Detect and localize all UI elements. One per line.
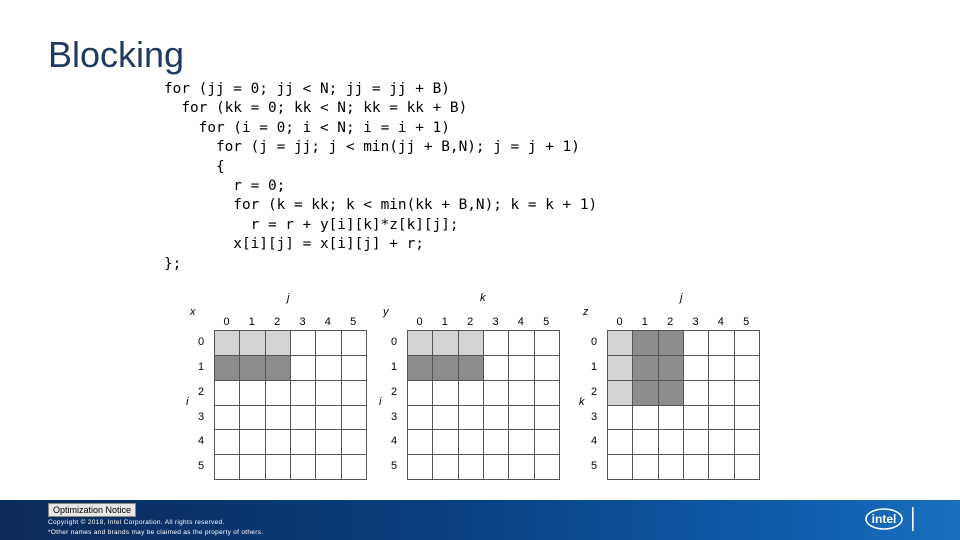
matrix-cell bbox=[266, 455, 291, 480]
code-line: for (jj = 0; jj < N; jj = jj + B) bbox=[164, 81, 450, 97]
matrix-cell bbox=[291, 381, 316, 406]
matrix-cell bbox=[342, 455, 367, 480]
matrix-name: z bbox=[583, 306, 589, 318]
row-label: 1 bbox=[197, 360, 205, 373]
matrix-cell bbox=[316, 430, 341, 455]
row-label: 4 bbox=[590, 435, 598, 448]
matrix-cell bbox=[433, 331, 458, 356]
matrix-grid bbox=[607, 330, 760, 480]
optimization-notice-button[interactable]: Optimization Notice bbox=[48, 503, 136, 517]
code-line: for (kk = 0; kk < N; kk = kk + B) bbox=[164, 100, 468, 117]
column-label: 5 bbox=[743, 316, 750, 328]
matrix-cell bbox=[240, 406, 265, 431]
matrix-cell bbox=[408, 455, 433, 480]
matrix-cell bbox=[608, 406, 633, 431]
matrix-cell bbox=[509, 331, 534, 356]
matrix-cell bbox=[684, 356, 709, 381]
matrix-cell bbox=[509, 406, 534, 431]
column-label: 1 bbox=[441, 316, 448, 328]
matrix-cell bbox=[735, 430, 760, 455]
column-label: 0 bbox=[616, 316, 623, 328]
matrix-cell bbox=[509, 356, 534, 381]
column-label: 1 bbox=[641, 316, 648, 328]
matrix-cell bbox=[459, 455, 484, 480]
matrix-cell bbox=[608, 331, 633, 356]
matrix-cell bbox=[215, 331, 240, 356]
matrix-cell bbox=[408, 406, 433, 431]
row-label: 5 bbox=[590, 460, 598, 473]
matrix-cell bbox=[633, 381, 658, 406]
row-label: 5 bbox=[390, 460, 398, 473]
matrix-cell bbox=[709, 406, 734, 431]
matrix-name: x bbox=[190, 306, 196, 318]
matrix-name: y bbox=[383, 306, 389, 318]
column-variable: j bbox=[680, 292, 683, 304]
matrix-cell bbox=[633, 356, 658, 381]
column-label: 3 bbox=[692, 316, 699, 328]
matrix-cell bbox=[684, 455, 709, 480]
code-line: r = 0; bbox=[164, 177, 286, 194]
matrix-cell bbox=[240, 356, 265, 381]
matrix-cell bbox=[709, 381, 734, 406]
matrix-cell bbox=[709, 356, 734, 381]
matrix-cell bbox=[459, 381, 484, 406]
matrix-x bbox=[186, 290, 380, 480]
matrix-cell bbox=[535, 406, 560, 431]
code-line: for (k = kk; k < min(kk + B,N); k = k + 1) bbox=[164, 197, 598, 214]
matrix-cell bbox=[659, 455, 684, 480]
matrix-cell bbox=[266, 381, 291, 406]
matrix-cell bbox=[484, 331, 509, 356]
matrix-cell bbox=[459, 406, 484, 431]
matrix-cell bbox=[240, 381, 265, 406]
matrix-cell bbox=[735, 356, 760, 381]
column-label: 2 bbox=[467, 316, 474, 328]
matrix-cell bbox=[459, 331, 484, 356]
matrix-cell bbox=[484, 406, 509, 431]
matrix-cell bbox=[240, 331, 265, 356]
matrix-cell bbox=[684, 331, 709, 356]
column-label: 4 bbox=[324, 316, 331, 328]
matrix-cell bbox=[659, 430, 684, 455]
column-variable: k bbox=[480, 292, 486, 304]
row-label: 5 bbox=[197, 460, 205, 473]
column-label: 2 bbox=[667, 316, 674, 328]
matrix-cell bbox=[408, 331, 433, 356]
slide-title: Blocking bbox=[48, 34, 185, 75]
matrix-cell bbox=[266, 331, 291, 356]
matrix-cell bbox=[291, 430, 316, 455]
matrix-cell bbox=[608, 430, 633, 455]
code-block bbox=[164, 80, 597, 274]
row-label: 0 bbox=[197, 336, 205, 348]
matrix-cell bbox=[291, 331, 316, 356]
matrix-grid bbox=[214, 330, 367, 480]
matrix-z bbox=[579, 290, 773, 480]
matrix-cell bbox=[266, 356, 291, 381]
matrix-cell bbox=[484, 430, 509, 455]
matrix-cell bbox=[684, 406, 709, 431]
code-line: r = r + y[i][k]*z[k][j]; bbox=[164, 216, 459, 233]
copyright-text bbox=[48, 518, 263, 538]
column-label: 4 bbox=[717, 316, 724, 328]
matrix-cell bbox=[535, 381, 560, 406]
matrix-cell bbox=[735, 381, 760, 406]
matrix-cell bbox=[291, 406, 316, 431]
code-line: { bbox=[164, 158, 225, 175]
row-label: 0 bbox=[590, 336, 598, 348]
matrix-cell bbox=[316, 381, 341, 406]
row-label: 2 bbox=[197, 385, 205, 398]
row-label: 3 bbox=[197, 410, 205, 423]
row-label: 3 bbox=[590, 410, 598, 423]
matrix-cell bbox=[316, 331, 341, 356]
row-variable: k bbox=[579, 396, 585, 408]
matrix-grid bbox=[407, 330, 560, 480]
matrix-cell bbox=[408, 356, 433, 381]
matrix-cell bbox=[608, 455, 633, 480]
row-label: 3 bbox=[390, 410, 398, 423]
matrix-cell bbox=[316, 455, 341, 480]
row-label: 4 bbox=[197, 435, 205, 448]
code-line: for (i = 0; i < N; i = i + 1) bbox=[164, 119, 450, 136]
matrix-cell bbox=[735, 331, 760, 356]
column-label: 4 bbox=[517, 316, 524, 328]
matrix-cell bbox=[342, 356, 367, 381]
column-label: 3 bbox=[492, 316, 499, 328]
matrix-cell bbox=[509, 455, 534, 480]
matrix-cell bbox=[215, 381, 240, 406]
trademark-line: *Other names and brands may be claimed as the property of others. bbox=[48, 529, 264, 536]
matrix-cell bbox=[266, 406, 291, 431]
matrix-cell bbox=[291, 455, 316, 480]
matrix-cell bbox=[215, 455, 240, 480]
matrix-cell bbox=[633, 331, 658, 356]
matrix-cell bbox=[408, 430, 433, 455]
matrix-cell bbox=[735, 455, 760, 480]
matrix-y bbox=[379, 290, 573, 480]
row-label: 0 bbox=[390, 336, 398, 348]
matrix-cell bbox=[535, 430, 560, 455]
matrix-cell bbox=[735, 406, 760, 431]
row-label: 2 bbox=[590, 385, 598, 398]
row-variable: i bbox=[186, 396, 189, 408]
matrix-cell bbox=[342, 430, 367, 455]
column-label: 0 bbox=[223, 316, 230, 328]
matrix-cell bbox=[433, 356, 458, 381]
matrix-cell bbox=[509, 381, 534, 406]
column-label: 5 bbox=[543, 316, 550, 328]
row-label: 1 bbox=[590, 360, 598, 373]
matrix-cell bbox=[684, 381, 709, 406]
matrix-cell bbox=[659, 381, 684, 406]
matrix-cell bbox=[433, 455, 458, 480]
matrix-cell bbox=[484, 381, 509, 406]
matrix-cell bbox=[240, 430, 265, 455]
code-line: for (j = jj; j < min(jj + B,N); j = j + 1) bbox=[164, 139, 580, 156]
matrix-cell bbox=[342, 406, 367, 431]
row-label: 2 bbox=[390, 385, 398, 398]
matrix-cell bbox=[709, 331, 734, 356]
matrix-cell bbox=[659, 356, 684, 381]
matrix-cell bbox=[459, 430, 484, 455]
matrix-cell bbox=[433, 406, 458, 431]
matrix-cell bbox=[709, 455, 734, 480]
intel-logo bbox=[862, 503, 918, 535]
code-line: x[i][j] = x[i][j] + r; bbox=[164, 236, 424, 253]
matrix-cell bbox=[659, 406, 684, 431]
column-variable: j bbox=[287, 292, 290, 304]
column-label: 3 bbox=[299, 316, 306, 328]
matrix-cell bbox=[684, 430, 709, 455]
matrix-cell bbox=[266, 430, 291, 455]
logo-text: intel bbox=[871, 512, 897, 526]
matrix-cell bbox=[459, 356, 484, 381]
column-label: 0 bbox=[416, 316, 423, 328]
matrix-cell bbox=[316, 356, 341, 381]
column-label: 2 bbox=[274, 316, 281, 328]
matrix-cell bbox=[484, 356, 509, 381]
matrix-cell bbox=[316, 406, 341, 431]
row-variable: i bbox=[379, 396, 382, 408]
matrix-cell bbox=[535, 331, 560, 356]
matrix-cell bbox=[633, 455, 658, 480]
matrix-cell bbox=[215, 356, 240, 381]
matrix-cell bbox=[659, 331, 684, 356]
matrix-cell bbox=[535, 455, 560, 480]
matrix-cell bbox=[291, 356, 316, 381]
matrix-cell bbox=[509, 430, 534, 455]
matrix-cell bbox=[215, 430, 240, 455]
matrix-cell bbox=[484, 455, 509, 480]
matrix-cell bbox=[709, 430, 734, 455]
matrix-cell bbox=[433, 430, 458, 455]
matrix-cell bbox=[608, 356, 633, 381]
matrix-cell bbox=[608, 381, 633, 406]
matrix-cell bbox=[633, 430, 658, 455]
copyright-line: Copyright © 2018, Intel Corporation. All rights reserved. bbox=[48, 519, 225, 526]
matrix-cell bbox=[240, 455, 265, 480]
matrix-cell bbox=[633, 406, 658, 431]
matrix-cell bbox=[342, 381, 367, 406]
matrix-cell bbox=[342, 331, 367, 356]
row-label: 1 bbox=[390, 360, 398, 373]
matrix-cell bbox=[535, 356, 560, 381]
column-label: 1 bbox=[248, 316, 255, 328]
row-label: 4 bbox=[390, 435, 398, 448]
column-label: 5 bbox=[350, 316, 357, 328]
matrix-cell bbox=[408, 381, 433, 406]
code-line: }; bbox=[164, 255, 182, 272]
matrix-cell bbox=[215, 406, 240, 431]
matrix-cell bbox=[433, 381, 458, 406]
